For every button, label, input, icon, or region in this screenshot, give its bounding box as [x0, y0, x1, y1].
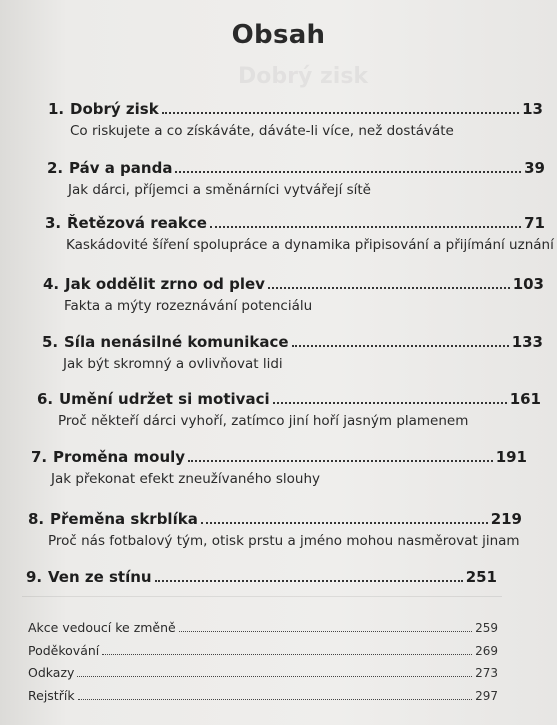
chapter-subtitle: Proč nás fotbalový tým, otisk prstu a jméno mohou nasměrovat jinam	[48, 533, 520, 549]
bleed-through-text: Dobrý zisk	[238, 64, 369, 89]
back-matter-item	[28, 665, 498, 688]
dot-leader	[155, 580, 463, 582]
chapter-title: Proměna mouly	[53, 448, 186, 466]
chapter-title: Umění udržet si motivaci	[59, 390, 270, 408]
toc-chapter	[0, 448, 557, 487]
chapter-subtitle: Jak být skromný a ovlivňovat lidi	[63, 356, 283, 372]
dot-leader	[175, 171, 521, 173]
dot-leader	[78, 699, 473, 700]
back-matter-page: 259	[475, 621, 498, 635]
chapter-subtitle: Jak dárci, příjemci a směnárníci vytvářejí sítě	[68, 182, 371, 198]
dot-leader	[210, 226, 521, 228]
chapter-subtitle: Jak překonat efekt zneužívaného slouhy	[51, 471, 320, 487]
divider	[22, 596, 502, 597]
chapter-page: 13	[522, 100, 543, 118]
back-matter-page: 273	[475, 666, 498, 680]
chapter-page: 191	[495, 448, 527, 466]
dot-leader	[102, 654, 472, 655]
toc-chapter	[0, 159, 557, 198]
chapter-number: 6.	[37, 390, 54, 408]
chapter-page: 251	[465, 568, 497, 586]
toc-chapter	[0, 390, 557, 429]
toc-chapter	[0, 510, 557, 549]
chapter-subtitle: Fakta a mýty rozeznávání potenciálu	[64, 298, 313, 314]
back-matter-item	[28, 643, 498, 666]
back-matter-title: Odkazy	[28, 665, 75, 680]
chapter-page: 161	[509, 390, 541, 408]
dot-leader	[292, 345, 509, 347]
dot-leader	[179, 631, 472, 632]
chapter-title: Dobrý zisk	[70, 100, 159, 118]
chapter-title: Jak oddělit zrno od plev	[65, 275, 265, 293]
chapter-page: 133	[511, 333, 543, 351]
dot-leader	[188, 460, 493, 462]
chapter-page: 219	[490, 510, 522, 528]
chapter-subtitle: Kaskádovité šíření spolupráce a dynamika připisování a přijímání uznání	[66, 237, 554, 253]
back-matter-item	[28, 688, 498, 711]
chapter-number: 1.	[48, 100, 65, 118]
back-matter-page: 297	[475, 688, 498, 703]
chapter-page: 39	[524, 159, 545, 177]
back-matter-title: Rejstřík	[28, 687, 75, 703]
chapter-number: 4.	[43, 275, 60, 293]
toc-back-matter	[28, 620, 498, 710]
toc-chapter	[0, 100, 557, 139]
chapter-number: 9.	[26, 568, 43, 586]
dot-leader	[268, 287, 510, 289]
chapter-page: 103	[512, 275, 544, 293]
chapter-title: Páv a panda	[69, 159, 173, 177]
chapter-subtitle: Proč někteří dárci vyhoří, zatímco jiní hoří jasným plamenem	[58, 413, 469, 429]
dot-leader	[273, 402, 507, 404]
chapter-title: Přeměna skrblíka	[50, 510, 198, 528]
chapter-number: 8.	[28, 510, 45, 528]
dot-leader	[201, 522, 488, 524]
back-matter-title: Poděkování	[28, 642, 100, 658]
chapter-number: 2.	[47, 159, 64, 177]
back-matter-page: 269	[475, 643, 498, 658]
chapter-number: 3.	[45, 214, 62, 232]
page-title: Obsah	[231, 20, 326, 50]
back-matter-title: Akce vedoucí ke změně	[28, 620, 176, 635]
toc-chapter	[0, 568, 557, 586]
chapter-title: Síla nenásilné komunikace	[64, 333, 289, 351]
toc-chapter	[0, 275, 557, 314]
chapter-title: Řetězová reakce	[67, 214, 207, 232]
back-matter-item	[28, 620, 498, 643]
chapter-number: 7.	[31, 448, 48, 466]
toc-chapter	[0, 333, 557, 372]
chapter-title: Ven ze stínu	[48, 568, 152, 586]
toc-chapter	[0, 214, 557, 253]
chapter-number: 5.	[42, 333, 59, 351]
chapter-page: 71	[524, 214, 545, 232]
dot-leader	[162, 112, 519, 114]
dot-leader	[77, 676, 472, 677]
chapter-subtitle: Co riskujete a co získáváte, dáváte-li více, než dostáváte	[70, 123, 454, 139]
